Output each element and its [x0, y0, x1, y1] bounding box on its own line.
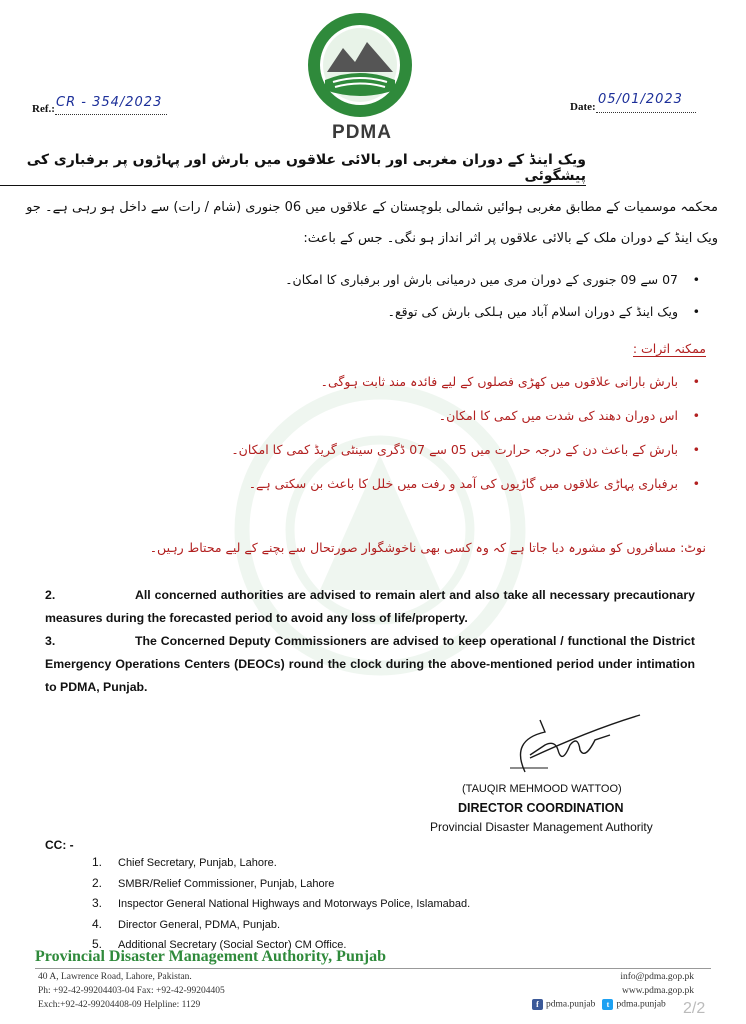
cc-item-number: 2. — [92, 875, 103, 890]
signatory-designation: DIRECTOR COORDINATION — [458, 801, 624, 815]
cc-list — [92, 855, 470, 958]
impact-list — [186, 374, 706, 510]
cc-item-text: Chief Secretary, Punjab, Lahore. — [118, 857, 277, 869]
pdma-short-name: PDMA — [332, 122, 392, 143]
cc-item-number: 4. — [92, 916, 103, 931]
handwritten-signature — [470, 710, 650, 780]
urdu-title: ویک اینڈ کے دوران مغربی اور بالائی علاقوں میں بارش اور پہاڑوں پر برفباری کی پیشگوئی — [0, 152, 586, 186]
date-label: Date: — [570, 101, 596, 113]
pdma-seal-logo — [305, 10, 415, 120]
twitter-icon: t — [602, 999, 613, 1010]
ref-value: CR - 354/2023 — [56, 95, 163, 110]
cc-item-number: 3. — [92, 896, 103, 910]
impacts-heading: ممکنہ اثرات : — [632, 341, 706, 356]
signatory-organization: Provincial Disaster Management Authority — [430, 820, 653, 834]
ref-label: Ref.: — [32, 103, 55, 115]
twitter-handle[interactable]: pdma.punjab — [616, 999, 666, 1010]
date-underline — [596, 112, 696, 113]
date-value: 05/01/2023 — [598, 92, 683, 107]
cc-item-text: Additional Secretary (Social Sector) CM Office. — [118, 939, 347, 951]
page-number: 2/2 — [683, 1000, 706, 1017]
footer-website[interactable]: www.pdma.gop.pk — [622, 986, 694, 996]
forecast-item: • ویک اینڈ کے دوران اسلام آباد میں ہلکی بارش کی توقع۔ — [186, 304, 706, 336]
cc-item-text: SMBR/Relief Commissioner, Punjab, Lahore — [118, 877, 335, 890]
footer-exchange: Exch:+92-42-99204408-09 Helpline: 1129 — [38, 1000, 201, 1010]
impact-item: • بارش کے باعث دن کے درجہ حرارت میں 05 سے 07 ڈگری سینٹی گریڈ کمی کا امکان۔ — [186, 442, 706, 476]
forecast-item: • 07 سے 09 جنوری کے دوران مری میں درمیانی بارش اور برفباری کا امکان۔ — [186, 272, 706, 304]
cc-item — [92, 896, 470, 917]
cc-item — [92, 855, 470, 876]
para-3-number: 3. — [45, 634, 56, 648]
impact-item: • برفباری پہاڑی علاقوں میں گاڑیوں کی آمد و رفت میں خلل کا باعث بن سکتی ہے۔ — [186, 476, 706, 510]
cc-item-number: 5. — [92, 937, 103, 951]
urdu-intro: محکمہ موسمیات کے مطابق مغربی ہوائیں شمالی بلوچستان کے علاقوں میں 06 جنوری (شام / رات) سے داخل ہو رہی ہے۔ جو ویک اینڈ کے دوران ملک کے بالائی علاقوں پر اثر انداز ہو نگی۔ جس کے باعث: — [26, 200, 718, 246]
urdu-note: نوٹ: مسافروں کو مشورہ دیا جاتا ہے کہ وہ کسی بھی ناخوشگوار صورتحال سے بچنے کے لیے محتاط رہیں۔ — [149, 540, 706, 555]
cc-item — [92, 876, 470, 897]
para-2: All concerned authorities are advised to remain alert and also take all necessary precautionary measures during the forecasted period to avoid any loss of life/property. — [45, 588, 695, 625]
para-3: The Concerned Deputy Commissioners are advised to keep operational / functional the District Emergency Operations Centers (DEOCs) round the clock during the above-mentioned period under intimation to PDMA, Punjab. — [45, 634, 695, 694]
footer-email[interactable]: info@pdma.gop.pk — [620, 972, 694, 982]
facebook-handle[interactable]: pdma.punjab — [546, 999, 596, 1010]
cc-item-text: Director General, PDMA, Punjab. — [118, 918, 281, 931]
cc-item — [92, 917, 470, 938]
footer-phone: Ph: +92-42-99204403-04 Fax: +92-42-99204405 — [38, 986, 225, 996]
ref-underline — [55, 114, 167, 115]
cc-item-text: Inspector General National Highways and Motorways Police, Islamabad. — [118, 898, 471, 910]
impact-item: • بارش بارانی علاقوں میں کھڑی فصلوں کے لیے فائدہ مند ثابت ہوگی۔ — [186, 374, 706, 408]
forecast-list — [186, 272, 706, 336]
facebook-icon: f — [532, 999, 543, 1010]
impact-item: • اس دوران دھند کی شدت میں کمی کا امکان۔ — [186, 408, 706, 442]
signatory-name: (TAUQIR MEHMOOD WATTOO) — [462, 783, 622, 795]
para-2-number: 2. — [45, 588, 56, 602]
footer-address: 40 A, Lawrence Road, Lahore, Pakistan. — [38, 972, 192, 982]
cc-item-number: 1. — [92, 855, 103, 869]
footer-divider — [35, 968, 711, 969]
footer-organization: Provincial Disaster Management Authority, Punjab — [35, 948, 386, 965]
footer-social — [532, 999, 666, 1010]
cc-label: CC: - — [45, 838, 74, 852]
